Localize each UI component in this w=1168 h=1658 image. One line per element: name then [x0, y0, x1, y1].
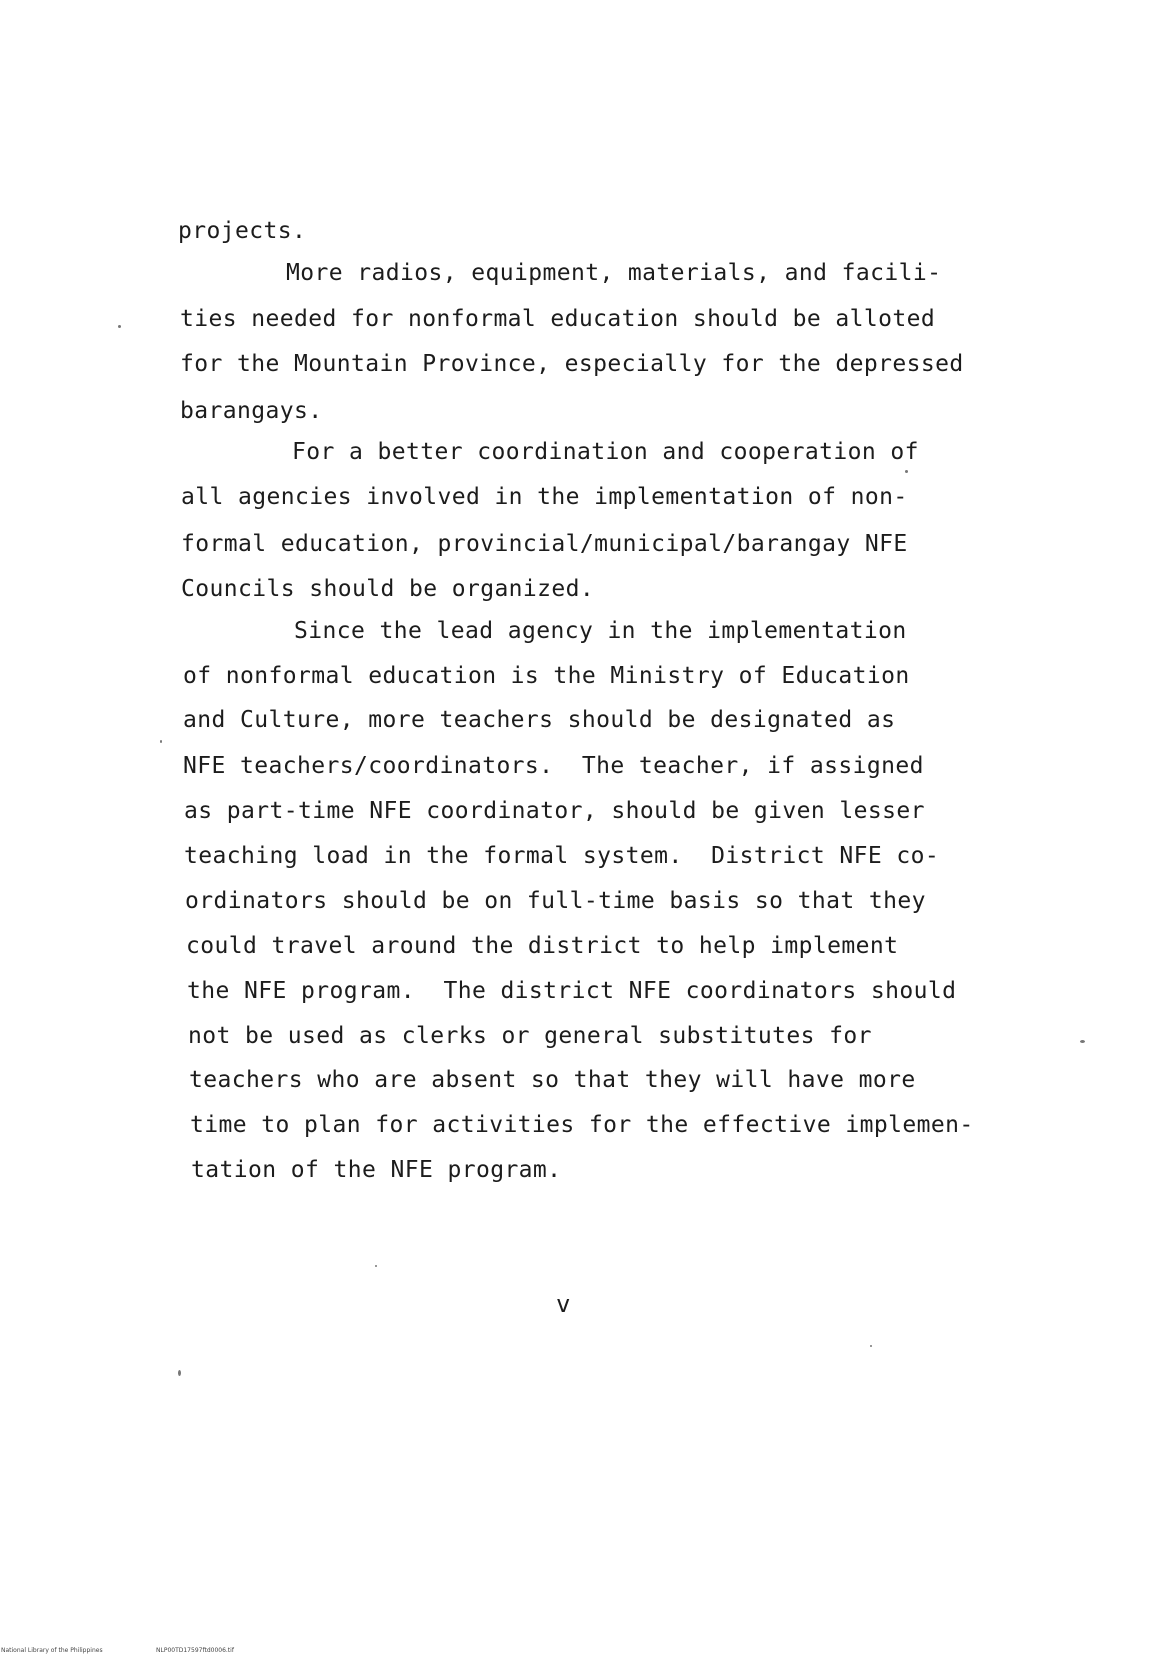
page-number: v: [556, 1290, 571, 1318]
text-line: of nonformal education is the Ministry of Education: [183, 663, 910, 689]
footer-library-label: National Library of the Philippines: [1, 1647, 103, 1654]
text-line: NFE teachers/coordinators. The teacher, if assigned: [183, 753, 924, 779]
text-line: as part-time NFE coordinator, should be given lesser: [184, 798, 925, 824]
text-line: ordinators should be on full-time basis so that they: [185, 888, 926, 914]
scan-speck: [1080, 1040, 1085, 1043]
scan-speck: [178, 1370, 181, 1376]
text-line: Since the lead agency in the implementation: [294, 618, 907, 644]
text-line: ties needed for nonformal education should be alloted: [180, 306, 936, 332]
text-line: all agencies involved in the implementation of non-: [181, 484, 908, 510]
scan-speck: [375, 1265, 377, 1267]
text-line: could travel around the district to help implement: [186, 933, 899, 959]
text-line: not be used as clerks or general substitutes for: [188, 1023, 872, 1049]
text-line: the NFE program. The district NFE coordinators should: [187, 978, 957, 1004]
text-line: teachers who are absent so that they will have more: [189, 1067, 916, 1093]
text-line: and Culture, more teachers should be designated as: [183, 707, 896, 733]
scan-speck: [870, 1345, 872, 1347]
scan-speck: [118, 325, 121, 328]
text-line: Councils should be organized.: [181, 576, 595, 602]
scan-speck: [905, 470, 908, 473]
scan-footer: [0, 1645, 1168, 1657]
text-line: for the Mountain Province, especially for the depressed: [180, 351, 964, 377]
scan-speck: [160, 740, 162, 743]
text-line: formal education, provincial/municipal/barangay NFE: [181, 531, 908, 557]
footer-file-id: NLP00TD17597ftd0006.tif: [156, 1647, 234, 1654]
text-line: barangays.: [180, 398, 323, 424]
text-line: time to plan for activities for the effective implemen-: [190, 1112, 974, 1138]
text-line: tation of the NFE program.: [191, 1157, 562, 1183]
text-line: projects.: [178, 218, 307, 244]
text-line: teaching load in the formal system. District NFE co-: [184, 843, 940, 869]
text-line: For a better coordination and cooperation of: [292, 439, 919, 465]
text-line: More radios, equipment, materials, and facili-: [286, 260, 942, 286]
